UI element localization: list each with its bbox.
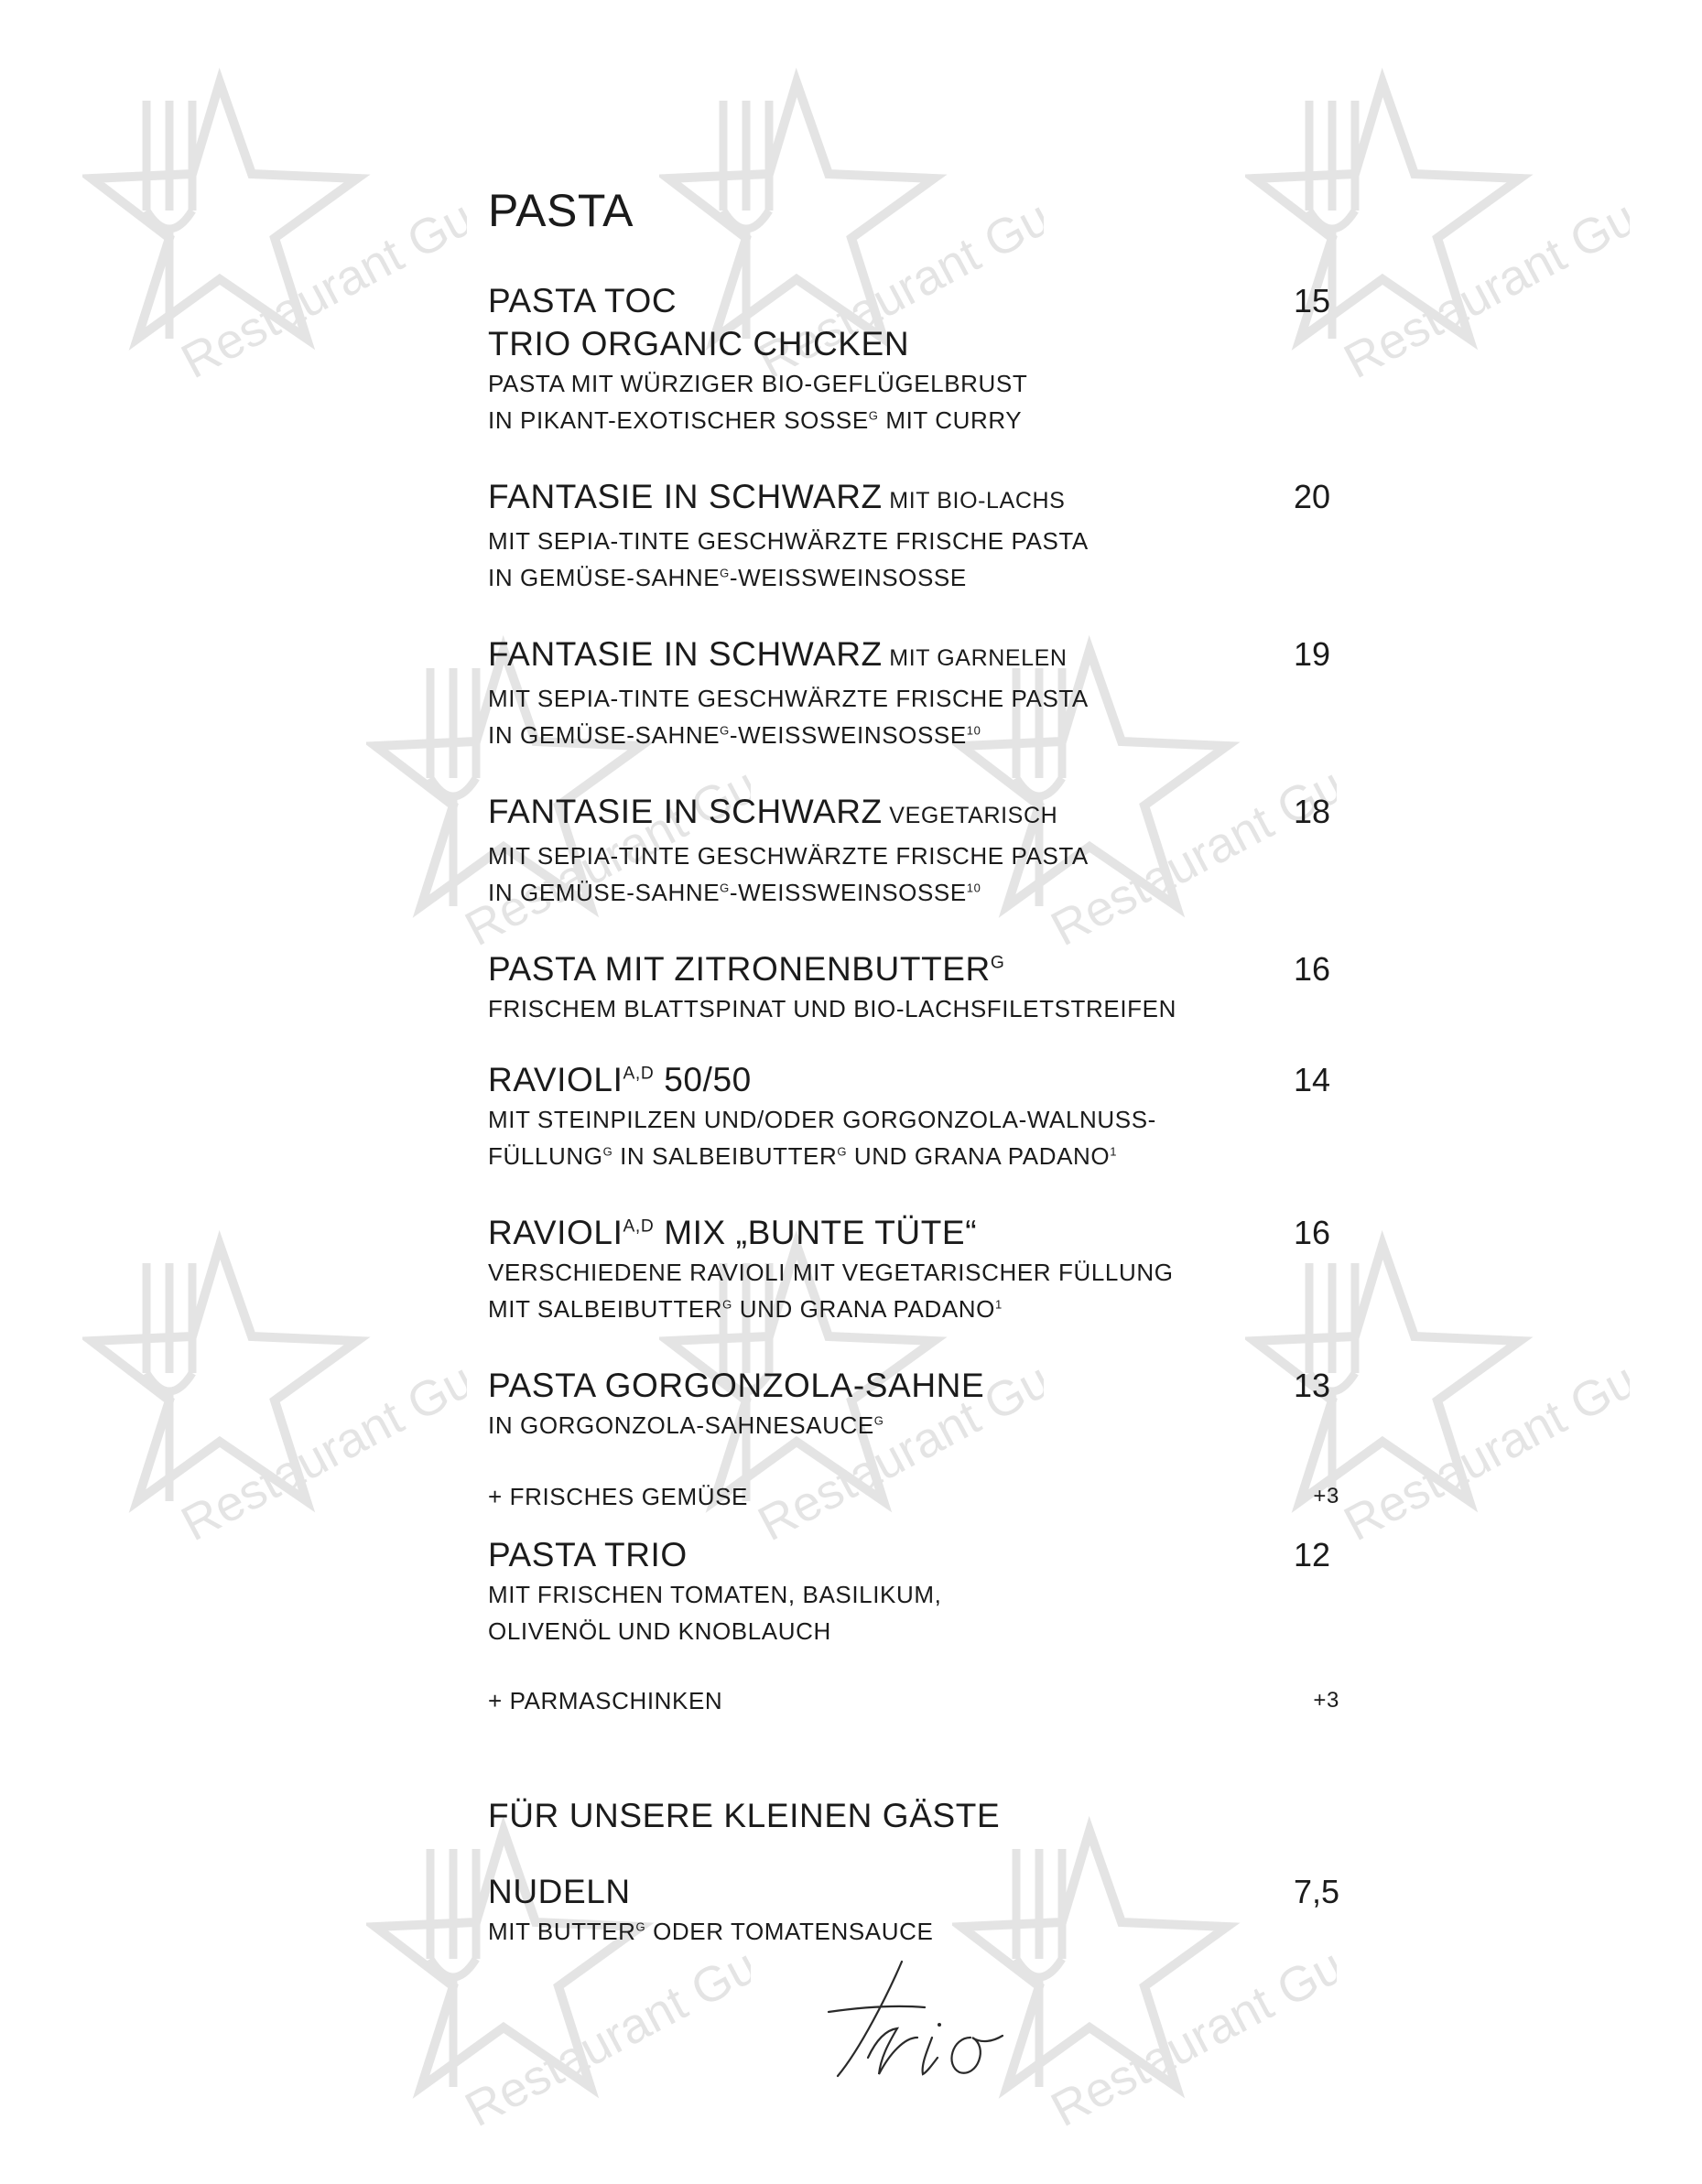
menu-item xyxy=(488,1870,1349,1950)
item-price: 19 xyxy=(1294,635,1331,673)
item-title: $RAVIOLI^{A,D}$ MIX „BUNTE TÜTE“ xyxy=(488,1214,978,1251)
item-price: 7,5 xyxy=(1294,1873,1340,1910)
menu-item xyxy=(488,1364,1349,1443)
item-price: 15 xyxy=(1294,282,1331,319)
item-description: MIT SEPIA-TINTE GESCHWÄRZTE FRISCHE PASTA IN GEMÜSE-$SAHNE^G-WEISSWEINSOSSE^{10}$ xyxy=(488,842,1089,906)
menu-item xyxy=(488,279,1349,438)
watermark xyxy=(82,1227,467,1574)
item-title: FANTASIE IN SCHWARZ MIT BIO-LACHS xyxy=(488,478,1066,515)
item-title: PASTA GORGONZOLA-SAHNE xyxy=(488,1367,985,1404)
item-extra: + FRISCHES GEMÜSE +3 xyxy=(488,1478,1349,1515)
watermark xyxy=(82,64,467,412)
svg-text:Restaurant Guru: Restaurant Guru xyxy=(1042,1917,1337,2138)
item-price: 14 xyxy=(1294,1061,1331,1098)
svg-text:Restaurant Guru: Restaurant Guru xyxy=(172,1331,467,1552)
menu-item xyxy=(488,1058,1349,1174)
svg-text:Restaurant Guru: Restaurant Guru xyxy=(456,736,751,957)
item-description: MIT FRISCHEN TOMATEN, BASILIKUM, OLIVENÖL UND KNOBLAUCH xyxy=(488,1581,942,1645)
item-title: NUDELN xyxy=(488,1873,631,1910)
svg-text:Restaurant Guru: Restaurant Guru xyxy=(456,1917,751,2138)
item-description: MIT $BUTTER^G$ ODER TOMATENSAUCE xyxy=(488,1918,934,1945)
item-extra: + PARMASCHINKEN +3 xyxy=(488,1682,1349,1719)
item-description: FRISCHEM BLATTSPINAT UND BIO-LACHSFILETSTREIFEN xyxy=(488,995,1176,1022)
menu-item xyxy=(488,632,1349,753)
extra-price: +3 xyxy=(1313,1688,1339,1713)
section-title: PASTA xyxy=(488,185,634,236)
item-description: IN GORGONZOLA-$SAHNESAUCE^G$ xyxy=(488,1411,884,1439)
item-description: MIT STEINPILZEN UND/ODER GORGONZOLA-WALNUSS- $FÜLLUNG^G$ IN $SALBEIBUTTER^G$ UND GRANA PADANO$^1$ xyxy=(488,1106,1156,1170)
item-description: MIT SEPIA-TINTE GESCHWÄRZTE FRISCHE PASTA IN GEMÜSE-$SAHNE^G$-WEISSWEINSOSSE xyxy=(488,527,1089,591)
svg-text:Restaurant Guru: Restaurant Guru xyxy=(172,168,467,390)
svg-text:Restaurant Guru: Restaurant Guru xyxy=(1335,1331,1630,1552)
menu-item xyxy=(488,475,1349,596)
item-title: PASTA TOC TRIO ORGANIC CHICKEN xyxy=(488,282,910,362)
kids-section-title: FÜR UNSERE KLEINEN GÄSTE xyxy=(488,1797,1001,1834)
signature-logo xyxy=(824,1957,1025,2085)
menu-item xyxy=(488,790,1349,911)
item-description: PASTA MIT WÜRZIGER BIO-GEFLÜGELBRUST IN PIKANT-EXOTISCHER $SOSSE^G$ MIT CURRY xyxy=(488,370,1028,434)
menu-page xyxy=(488,185,1349,1950)
item-title: PASTA MIT $ZITRONENBUTTER^G$ xyxy=(488,950,1005,988)
item-price: 12 xyxy=(1294,1536,1331,1573)
menu-item xyxy=(488,1533,1349,1649)
fork-star-icon xyxy=(82,64,467,412)
item-title: FANTASIE IN SCHWARZ MIT GARNELEN xyxy=(488,635,1068,673)
item-title: FANTASIE IN SCHWARZ VEGETARISCH xyxy=(488,793,1058,830)
item-price: 13 xyxy=(1294,1367,1331,1404)
item-description: VERSCHIEDENE RAVIOLI MIT VEGETARISCHER FÜLLUNG MIT $SALBEIBUTTER^G$ UND GRANA PADANO$^1$ xyxy=(488,1259,1174,1323)
svg-text:Restaurant Guru: Restaurant Guru xyxy=(749,168,1044,390)
menu-item xyxy=(488,1211,1349,1327)
item-price: 16 xyxy=(1294,950,1331,988)
svg-text:Restaurant Guru: Restaurant Guru xyxy=(1335,168,1630,390)
svg-text:Restaurant Guru: Restaurant Guru xyxy=(749,1331,1044,1552)
svg-text:Restaurant Guru: Restaurant Guru xyxy=(1042,736,1337,957)
menu-item xyxy=(488,947,1349,1027)
item-price: 18 xyxy=(1294,793,1331,830)
item-description: MIT SEPIA-TINTE GESCHWÄRZTE FRISCHE PASTA IN GEMÜSE-$SAHNE^G-WEISSWEINSOSSE^{10}$ xyxy=(488,685,1089,749)
item-price: 20 xyxy=(1294,478,1331,515)
item-title: PASTA TRIO xyxy=(488,1536,688,1573)
trio-script-logo xyxy=(824,1957,1025,2085)
item-title: $RAVIOLI^{A,D}$ 50/50 xyxy=(488,1061,752,1098)
extra-price: +3 xyxy=(1313,1484,1339,1508)
item-price: 16 xyxy=(1294,1214,1331,1251)
fork-star-icon xyxy=(82,1227,467,1574)
